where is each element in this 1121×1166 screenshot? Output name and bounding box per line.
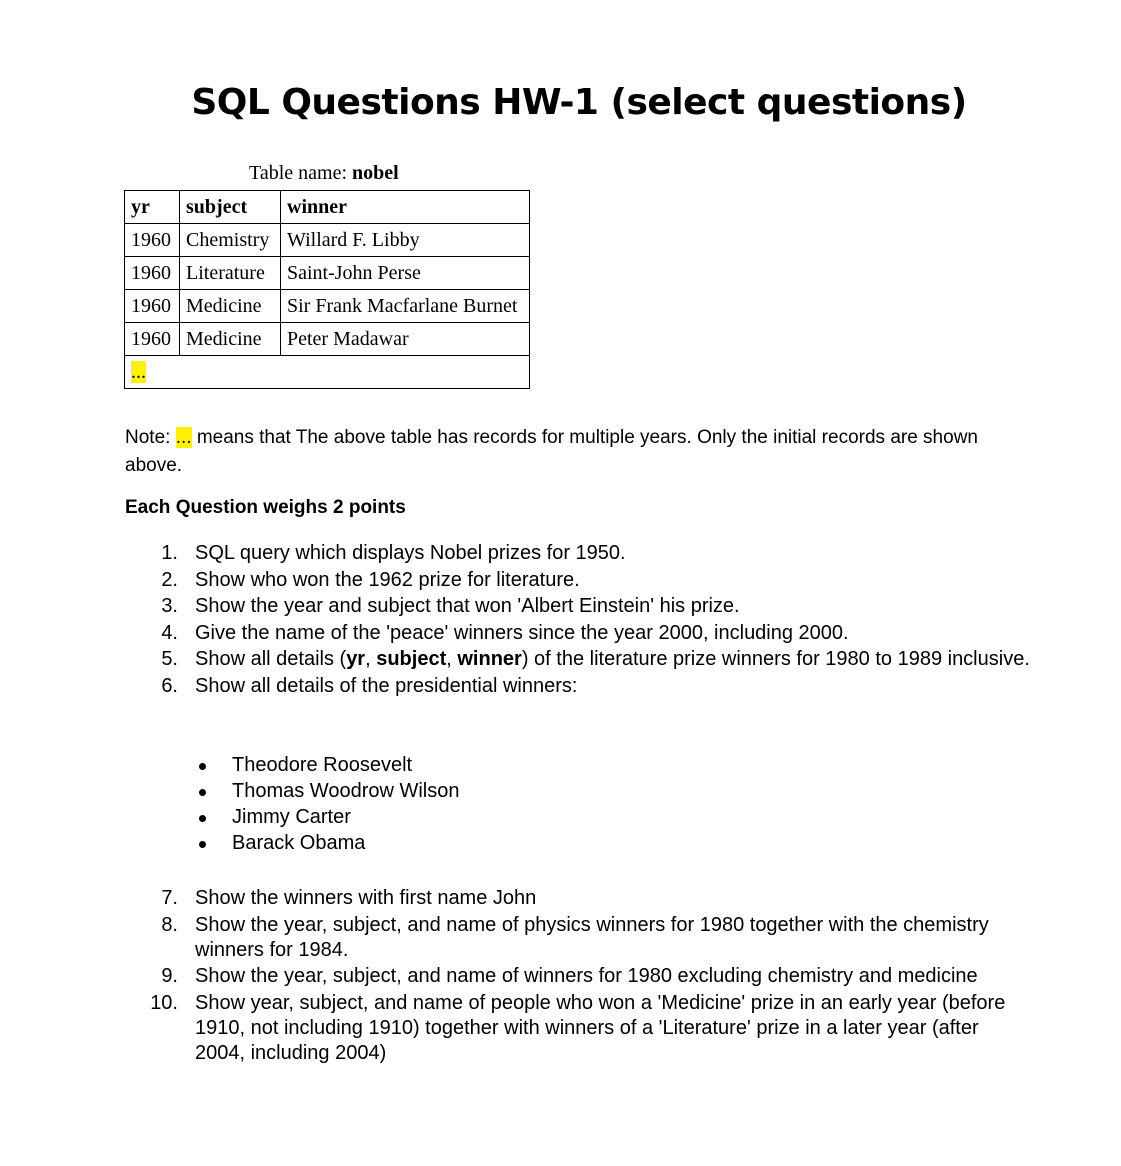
table-header-row <box>125 191 530 224</box>
question-text: SQL query which displays Nobel prizes for 1950. <box>195 542 626 564</box>
q5-text-pre: Show all details ( <box>195 648 347 670</box>
question-item <box>150 886 1030 911</box>
cell-yr: 1960 <box>125 257 180 290</box>
question-number: 1. <box>161 542 178 564</box>
cell-winner: Sir Frank Macfarlane Burnet <box>281 290 530 323</box>
question-text: Show year, subject, and name of people who won a 'Medicine' prize in an early year (before 1910, not including 1910) together with winners of a 'Literature' prize in a later year (after 2004, including 2004) <box>195 991 1006 1064</box>
question-item <box>150 913 1030 963</box>
note-ellipsis-marker: ... <box>175 427 192 448</box>
q5-sep: , <box>365 648 377 670</box>
question-text: Show the year, subject, and name of physics winners for 1980 together with the chemistry winners for 1984. <box>195 913 989 961</box>
question-item <box>150 621 1030 646</box>
table-row <box>125 257 530 290</box>
header-yr: yr <box>125 191 180 224</box>
cell-winner: Willard F. Libby <box>281 224 530 257</box>
note-paragraph <box>125 424 1025 480</box>
note-text: means that The above table has records for multiple years. Only the initial records are shown above. <box>125 427 978 476</box>
question-item <box>150 674 1030 699</box>
q5-sep: , <box>446 648 458 670</box>
cell-winner: Peter Madawar <box>281 323 530 356</box>
question-number: 4. <box>161 621 178 644</box>
table-caption-prefix: Table name: <box>249 162 352 184</box>
question-number: 7. <box>161 887 178 909</box>
table-row <box>125 290 530 323</box>
question-text: Show the year, subject, and name of winners for 1980 excluding chemistry and medicine <box>195 965 978 987</box>
question-number: 8. <box>161 913 178 936</box>
table-row <box>125 323 530 356</box>
president-list <box>196 752 459 856</box>
nobel-table <box>124 190 530 389</box>
list-item: Theodore Roosevelt <box>196 752 459 778</box>
cell-subject: Medicine <box>180 290 281 323</box>
question-number: 6. <box>161 674 178 697</box>
question-list-part-2 <box>150 886 1030 1067</box>
question-item <box>150 647 1030 672</box>
cell-yr: 1960 <box>125 323 180 356</box>
question-number: 3. <box>161 595 178 617</box>
question-text: Give the name of the 'peace' winners since the year 2000, including 2000. <box>195 621 849 644</box>
cell-subject: Literature <box>180 257 281 290</box>
list-item: Barack Obama <box>196 830 459 856</box>
table-row <box>125 224 530 257</box>
page-title: SQL Questions HW-1 (select questions) <box>191 82 967 123</box>
header-subject: subject <box>180 191 281 224</box>
header-winner: winner <box>281 191 530 224</box>
question-text: Show all details of the presidential winners: <box>195 674 578 697</box>
table-row-ellipsis <box>125 356 530 389</box>
question-text: Show who won the 1962 prize for literature. <box>195 568 580 591</box>
cell-yr: 1960 <box>125 290 180 323</box>
question-list-part-1 <box>150 541 1030 700</box>
note-prefix: Note: <box>125 427 176 448</box>
ellipsis-marker: ... <box>131 360 146 383</box>
question-text: Show the year and subject that won 'Albert Einstein' his prize. <box>195 595 740 617</box>
question-number: 5. <box>161 648 178 670</box>
cell-subject: Chemistry <box>180 224 281 257</box>
q5-bold-subject: subject <box>376 648 447 670</box>
q5-text-post: ) of the literature prize winners for 1980 to 1989 inclusive. <box>521 648 1030 670</box>
q5-bold-winner: winner <box>457 648 522 670</box>
question-text: Show the winners with first name John <box>195 887 537 909</box>
question-number: 10. <box>150 991 178 1014</box>
list-item: Thomas Woodrow Wilson <box>196 778 459 804</box>
question-item <box>150 594 1030 619</box>
table-caption-name: nobel <box>352 162 399 184</box>
question-item <box>150 991 1030 1066</box>
question-number: 2. <box>161 568 178 591</box>
question-item <box>150 568 1030 593</box>
question-item <box>150 964 1030 989</box>
list-item: Jimmy Carter <box>196 804 459 830</box>
table-caption <box>249 162 399 185</box>
cell-yr: 1960 <box>125 224 180 257</box>
ellipsis-cell <box>125 356 530 389</box>
points-heading: Each Question weighs 2 points <box>125 497 406 518</box>
question-text <box>195 648 1030 670</box>
cell-subject: Medicine <box>180 323 281 356</box>
question-item <box>150 541 1030 566</box>
q5-bold-yr: yr <box>346 648 366 670</box>
question-number: 9. <box>161 965 178 987</box>
cell-winner: Saint-John Perse <box>281 257 530 290</box>
